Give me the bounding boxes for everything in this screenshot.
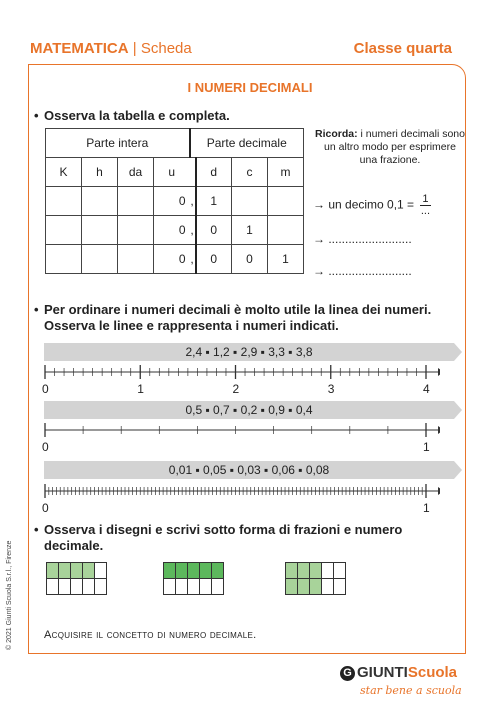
subject: MATEMATICA: [30, 40, 129, 57]
shaded-cell: [59, 563, 71, 579]
col-h: h: [82, 158, 118, 187]
cell: 0: [154, 216, 190, 245]
empty-cell: [212, 579, 224, 595]
cell[interactable]: [268, 216, 304, 245]
grid-row: [164, 579, 224, 595]
cell[interactable]: [118, 216, 154, 245]
empty-cell: [176, 579, 188, 595]
values-bar-1: 2,4 ▪ 1,2 ▪ 2,9 ▪ 3,3 ▪ 3,8: [44, 343, 454, 361]
shaded-cell: [71, 563, 83, 579]
table-row: [46, 216, 304, 245]
shaded-cell: [164, 563, 176, 579]
section-3-line-2: decimale.: [44, 538, 104, 553]
shaded-cell: [176, 563, 188, 579]
cell[interactable]: [82, 245, 118, 274]
empty-cell: [71, 579, 83, 595]
copyright: © 2021 Giunti Scuola S.r.l., Firenze: [6, 540, 13, 650]
logo-brand: GIUNTI: [357, 664, 408, 681]
table-row: [46, 187, 304, 216]
empty-cell: [95, 579, 107, 595]
page-title: I NUMERI DECIMALI: [187, 80, 313, 95]
empty-cell: [164, 579, 176, 595]
cell[interactable]: [232, 187, 268, 216]
tick-label: 1: [423, 501, 430, 515]
bullet: •: [34, 108, 39, 123]
axis-arrow-icon: [438, 487, 440, 495]
cell[interactable]: [268, 187, 304, 216]
grid-row: [286, 579, 346, 595]
values-bar-3: 0,01 ▪ 0,05 ▪ 0,03 ▪ 0,06 ▪ 0,08: [44, 461, 454, 479]
logo-tagline: star bene a scuola: [360, 684, 462, 697]
number-line-2[interactable]: [40, 422, 440, 438]
separator: |: [132, 40, 137, 57]
empty-cell: [188, 579, 200, 595]
section-2-line-1: Per ordinare i numeri decimali è molto utile la linea dei numeri.: [44, 302, 432, 317]
fraction: [420, 194, 430, 217]
tick-label: 0: [42, 501, 49, 515]
number-line-1[interactable]: [40, 364, 440, 380]
arrow-row-2[interactable]: → .........................: [313, 232, 412, 246]
cell: 0: [196, 216, 232, 245]
shaded-cell: [212, 563, 224, 579]
cell[interactable]: [46, 216, 82, 245]
col-u: u: [154, 158, 190, 187]
empty-cell: [83, 579, 95, 595]
tick-label: 0: [42, 382, 49, 396]
shaded-cell: [47, 563, 59, 579]
arrow-text: → un decimo 0,1 =: [313, 197, 415, 212]
tick-label: 2: [232, 382, 240, 396]
shaded-cell: [83, 563, 95, 579]
grid-row: [47, 579, 107, 595]
cell: 0: [196, 245, 232, 274]
table-row: [46, 245, 304, 274]
values-bar-2: 0,5 ▪ 0,7 ▪ 0,2 ▪ 0,9 ▪ 0,4: [44, 401, 454, 419]
tick-label: 4: [423, 382, 430, 396]
cell[interactable]: [46, 187, 82, 216]
header-grade: Classe quarta: [353, 40, 452, 57]
header-decimal: Parte decimale: [190, 129, 304, 158]
col-d: d: [196, 158, 232, 187]
empty-cell: [334, 579, 346, 595]
shaded-cell: [310, 563, 322, 579]
cell-comma: ,: [190, 245, 196, 274]
col-c: c: [232, 158, 268, 187]
col-da: da: [118, 158, 154, 187]
bullet: •: [34, 302, 39, 317]
section-2-line-2: Osserva le linee e rappresenta i numeri indicati.: [44, 318, 339, 333]
cell[interactable]: [118, 245, 154, 274]
cell[interactable]: [82, 187, 118, 216]
shaded-cell: [298, 563, 310, 579]
empty-cell: [200, 579, 212, 595]
grid-row: [47, 563, 107, 579]
denominator[interactable]: ...: [420, 205, 431, 217]
shaded-cell: [310, 579, 322, 595]
place-value-table: [45, 128, 304, 274]
col-k: K: [46, 158, 82, 187]
cell[interactable]: [82, 216, 118, 245]
tick-label: 1: [423, 440, 430, 454]
logo-g-icon: G: [340, 666, 355, 681]
shaded-cell: [286, 579, 298, 595]
cell: 1: [196, 187, 232, 216]
empty-cell: [59, 579, 71, 595]
shaded-cell: [188, 563, 200, 579]
axis-arrow-icon: [438, 368, 440, 376]
grid-row: [164, 563, 224, 579]
cell: 0: [154, 245, 190, 274]
reminder-note: [315, 128, 465, 167]
arrow-row-3[interactable]: → .........................: [313, 264, 412, 278]
empty-cell: [334, 563, 346, 579]
shaded-cell: [200, 563, 212, 579]
empty-cell: [322, 563, 334, 579]
header-whole: Parte intera: [46, 129, 190, 158]
shaded-cell: [286, 563, 298, 579]
grid-row: [286, 563, 346, 579]
fraction-grid-2: [163, 562, 224, 595]
reminder-text: i numeri decimali sono un altro modo per esprimere una frazione.: [324, 128, 465, 166]
number-line-3[interactable]: [40, 483, 440, 499]
cell[interactable]: [118, 187, 154, 216]
cell: 1: [232, 216, 268, 245]
section-3-heading: [34, 522, 402, 554]
tick-label: 0: [42, 440, 49, 454]
arrow-row-1: [313, 194, 431, 217]
column-header-row: [46, 158, 304, 187]
header-subject: [30, 40, 192, 57]
cell-comma: ,: [190, 187, 196, 216]
empty-cell: [47, 579, 59, 595]
cell[interactable]: [46, 245, 82, 274]
section-2-heading: [34, 302, 431, 334]
col-m: m: [268, 158, 304, 187]
section-1-text: Osserva la tabella e completa.: [44, 108, 230, 123]
reminder-label: Ricorda:: [315, 128, 358, 140]
fraction-grid-1: [46, 562, 107, 595]
section-1-heading: [34, 108, 230, 124]
cell: 1: [268, 245, 304, 274]
axis-arrow-icon: [438, 426, 440, 434]
publisher-logo: [340, 664, 457, 681]
cell: 0: [154, 187, 190, 216]
cell-comma: ,: [190, 216, 196, 245]
tick-label: 3: [327, 382, 335, 396]
numerator: 1: [422, 193, 429, 205]
tick-label: 1: [137, 382, 144, 396]
shaded-cell: [298, 579, 310, 595]
empty-cell: [322, 579, 334, 595]
logo-brand-2: Scuola: [407, 664, 458, 681]
objective-note: Acquisire il concetto di numero decimale.: [44, 629, 257, 641]
section-3-line-1: Osserva i disegni e scrivi sotto forma di frazioni e numero: [44, 522, 403, 537]
fraction-grid-3: [285, 562, 346, 595]
bullet: •: [34, 522, 39, 537]
empty-cell: [95, 563, 107, 579]
cell: 0: [232, 245, 268, 274]
kind: Scheda: [140, 40, 192, 57]
